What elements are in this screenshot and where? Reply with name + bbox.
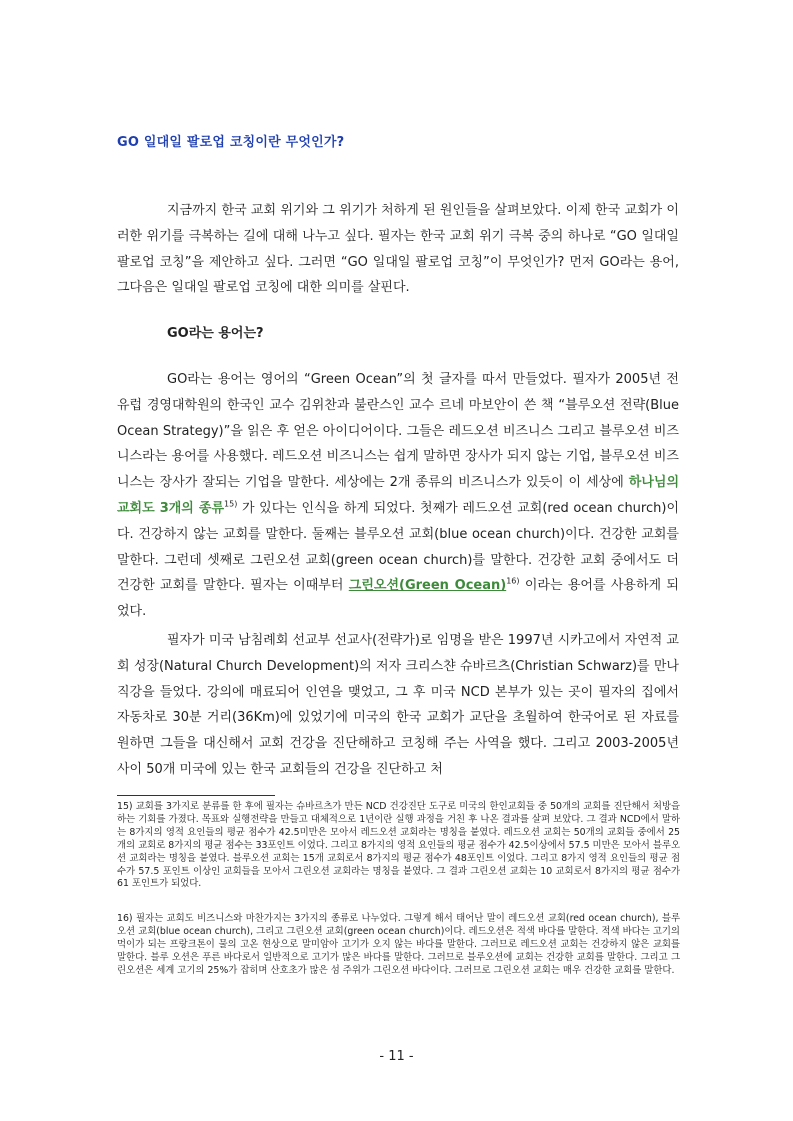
intro-paragraph	[117, 198, 679, 301]
go-term-text-part3: 이라는 용어를 사용하게 되었다.	[117, 578, 679, 620]
footnote-16: 16) 필자는 교회도 비즈니스와 마찬가지는 3가지의 종류로 나누었다. 그렇게 해서 태어난 말이 레드오션 교회(red ocean church), 블루오션 교회(blue ocean church), 그리고 그린오션 교회(green ocean church)이다. 레드오션은 적색 바다를 말한다. 적색 바다는 고기의 먹이가 되는 프랑크톤이 물의 고온 현상으로 말미암아 고기가 오지 않는 바다를 말한다. 그러므로 레드오션 교회는 건강하지 않은 교회를 말한다. 블루 오션은 푸른 바다로서 일반적으로 고기가 많은 바다를 말한다. 그러므로 블루오션에 교회는 건강한 교회를 말한다. 그리고 그린오션은 세계 고기의 25%가 잡히며 산호초가 많은 섬 주위가 그린오션 바다이다. 그러므로 그린오션 교회는 매우 건강한 교회를 말한다.	[117, 913, 680, 976]
ncd-paragraph-text: 필자가 미국 남침례회 선교부 선교사(전략가)로 임명을 받은 1997년 시카고에서 자연적 교회 성장(Natural Church Development)의 저자 크리스챤 슈바르츠(Christian Schwarz)를 만나 직강을 들었다. 강의에 매료되어 인연을 맺었고, 그 후 미국 NCD 본부가 있는 곳이 필자의 집에서 자동차로 30분 거리(36Km)에 있었기에 미국의 한국 교회가 교단을 초월하여 한국어로 된 자료를 원하면 그들을 대신해서 교회 건강을 진단해하고 코칭해 주는 사역을 했다. 그리고 2003-2005년 사이 50개 미국에 있는 한국 교회들의 건강을 진단하고 처	[117, 633, 679, 777]
footnote-ref-15[interactable]: 15)	[224, 499, 238, 509]
footnote-15: 15) 교회를 3가지로 분류를 한 후에 필자는 슈바르츠가 만든 NCD 건강진단 도구로 미국의 한인교회들 중 50개의 교회를 진단해서 처방을 하는 기회를 가졌다. 목표와 실행전략을 만들고 대체적으로 1년이란 실행 과정을 거친 후 나온 결과를 살펴 보았다. 그 결과 NCD에서 말하는 8가지의 영적 요인들의 평균 점수가 42.5미만은 모아서 레드오션 교회라는 명칭을 붙였다. 레드오션 교회는 50개의 교회들 중에서 25개의 교회로 8가지의 평균 점수는 33포인트 이었다. 그리고 8가지의 영적 요인들의 평균 점수가 42.5이상에서 57.5 미만은 모아서 블루오션 교회라는 명칭을 붙였다. 블루오션 교회는 15개 교회로서 8가지의 평균 점수가 48포인트 이었다. 그리고 8가지 영적 요인들의 평균 점수가 57.5 포인트 이상인 교회들을 모아서 그린오션 교회라는 명칭을 붙였다. 그 결과 그린오션 교회는 10 교회로서 8가지의 평균 점수가 61 포인트가 되었다.	[117, 801, 681, 890]
go-term-text-part1: GO라는 용어는 영어의 “Green Ocean”의 첫 글자를 따서 만들었다. 필자가 2005년 전 유럽 경영대학원의 한국인 교수 김위찬과 불란스인 교수 르네 마보안이 쓴 책 “블루오션 전략(Blue Ocean Strategy)”을 읽은 후 얻은 아이디어이다. 그들은 레드오션 비즈니스 그리고 블루오션 비즈니스라는 용어를 사용했다. 레드오션 비즈니스는 쉽게 말하면 장사가 되지 않는 기업, 블루오션 비즈니스는 장사가 잘되는 기업을 말한다. 세상에는 2개 종류의 비즈니스가 있듯이 이 세상에	[117, 372, 679, 491]
page-number: - 11 -	[379, 1049, 414, 1064]
go-term-paragraph	[117, 367, 679, 625]
section-heading: GO 일대일 팔로업 코칭이란 무엇인가?	[117, 135, 345, 150]
green-ocean-link[interactable]: 그린오션(Green Ocean)	[348, 578, 507, 594]
footnote-ref-16[interactable]: 16)	[506, 577, 520, 587]
ncd-paragraph	[117, 628, 679, 783]
go-term-text-part2: 가 있다는 인식을 하게 되었다. 첫째가 레드오션 교회(red ocean church)이다. 건강하지 않는 교회를 말한다. 둘째는 블루오션 교회(blue ocean church)이다. 건강한 교회를 말한다. 그런데 셋째로 그린오션 교회(green ocean church)를 말한다. 건강한 교회 중에서도 더 건강한 교회를 말한다. 필자는 이때부터	[117, 500, 679, 594]
intro-paragraph-text: 지금까지 한국 교회 위기와 그 위기가 처하게 된 원인들을 살펴보았다. 이제 한국 교회가 이러한 위기를 극복하는 길에 대해 나누고 싶다. 필자는 한국 교회 위기 극복 중의 하나로 “GO 일대일 팔로업 코칭”을 제안하고 싶다. 그러면 “GO 일대일 팔로업 코칭”이 무엇인가? 먼저 GO라는 용어, 그다음은 일대일 팔로업 코칭에 대한 의미를 살핀다.	[117, 203, 679, 296]
subsection-heading: GO라는 용어는?	[167, 326, 264, 341]
three-church-types-highlight: 하나님의 교회도 3개의 종류	[117, 475, 679, 516]
footnote-divider	[117, 795, 275, 796]
